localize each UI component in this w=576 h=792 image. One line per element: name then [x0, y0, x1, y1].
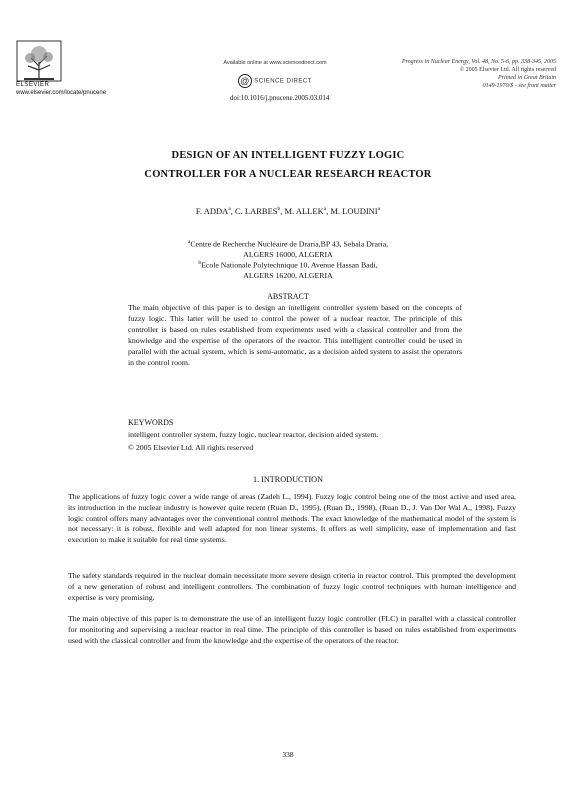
author-name: F. ADDA [195, 206, 229, 216]
page-number: 338 [282, 750, 294, 759]
intro-paragraph: The main objective of this paper is to demonstrate the use of an intelligent fuzzy logic controller (FLC) in parallel with a classical controller for monitoring and supervising a nuclear reactor in real time. The principle of this controller is based on rules established from experiments used with the classical controller and from the knowledge and the expertise of the operators of the reactor. [68, 614, 516, 645]
author-name: M. ALLEK [284, 206, 324, 216]
paper-title-line1: DESIGN OF AN INTELLIGENT FUZZY LOGIC [171, 150, 405, 161]
paper-title-line2: CONTROLLER FOR A NUCLEAR RESEARCH REACTOR [144, 169, 432, 180]
affiliation-line: Ecole Nationale Polytechnique 10, Avenue Hassan Badi, [201, 260, 378, 270]
sciencedirect-label: SCIENCE DIRECT [254, 78, 312, 85]
publisher-url[interactable]: www.elsevier.com/locate/pnucene [16, 90, 107, 96]
doi: doi:10.1016/j.pnucene.2005.03.014 [230, 94, 330, 102]
affiliation-line: ALGERS 16000, ALGERIA [243, 250, 333, 260]
intro-paragraph: The safety standards required in the nuclear domain necessitate more severe design criteria in reactor control. This prompted the development of a new generation of robust and intelligent controllers. The combination of fuzzy logic control techniques with human intelligence and expertise is very promising. [68, 571, 516, 602]
section-heading-introduction: 1. INTRODUCTION [252, 475, 324, 484]
affiliation-line: ALGERS 16200, ALGERIA [243, 271, 333, 281]
author-name: M. LOUDINI [330, 206, 378, 216]
journal-info [366, 58, 556, 90]
author-affiliation-mark: b [277, 206, 281, 213]
abstract-copyright: © 2005 Elsevier Ltd. All rights reserved [128, 443, 254, 452]
affiliation-line: Centre de Recherche Nucléaire de Draria,BP 43, Sebala Draria, [190, 239, 389, 249]
abstract-text: The main objective of this paper is to design an intelligent controller system based on the concepts of fuzzy logic. This latter will be used to control the power of a nuclear reactor. The principle of this controller is based on rules established from experiments used with a classical controller and from the knowledge and the expertise of the operators of the reactor. This intelligent controller could be used in parallel with the actual system, which is semi-automatic, as a decision aided system to assist the operators in the control room. [128, 303, 462, 367]
sciencedirect-at-icon: @ [238, 74, 252, 88]
available-online-line: Available online at www.sciencedirect.com [223, 60, 327, 66]
affiliation-mark: b [198, 260, 202, 266]
author-affiliation-mark: a [228, 206, 231, 213]
affiliation-b [0, 258, 576, 282]
author-affiliation-mark: a [377, 206, 381, 213]
keywords-heading: KEYWORDS [128, 418, 174, 427]
printed-line: Printed in Great Britain [498, 75, 556, 81]
copyright-line: © 2005 Elsevier Ltd. All rights reserved [459, 67, 556, 73]
publisher-label: ELSEVIER [16, 82, 50, 88]
author-name: C. LARBES [235, 206, 278, 216]
author-list: F. ADDA$^a$, C. LARBES$^b$, M. ALLEK$^a$, M. LOUDINI$^a$ [195, 206, 381, 216]
affiliation-mark: a [187, 239, 191, 245]
abstract-heading: ABSTRACT [267, 292, 309, 301]
journal-line: Progress in Nuclear Energy, Vol. 48, No. 5-6, pp. 338-345, 2005 [401, 59, 556, 65]
issn-line: 0149-1970/$ - see front matter [482, 83, 556, 89]
sciencedirect-banner [205, 60, 345, 88]
author-affiliation-mark: a [323, 206, 327, 213]
sciencedirect-mark [238, 74, 312, 88]
elsevier-tree-icon [16, 40, 62, 88]
intro-paragraph: The applications of fuzzy logic cover a wide range of areas (Zadeh L., 1994). Fuzzy logic control being one of the most active and used area, its introduction in the nuclear industry is however quite recent (Ruan D., 1995), (Ruan D., 1998), (Ruan D., J. Van Der Wal A., 1998). Fuzzy logic control offers many advantages over the conventional control methods. The exact knowledge of the mathematical model of the system is not necessary: it is robust, flexible and well adapted for non linear systems. It offers as well simplicity, ease of implementation and fast execution to make it suitable for real time systems. [68, 492, 516, 545]
keywords-text: intelligent controller system, fuzzy logic, nuclear reactor, decision aided system. [128, 430, 379, 439]
